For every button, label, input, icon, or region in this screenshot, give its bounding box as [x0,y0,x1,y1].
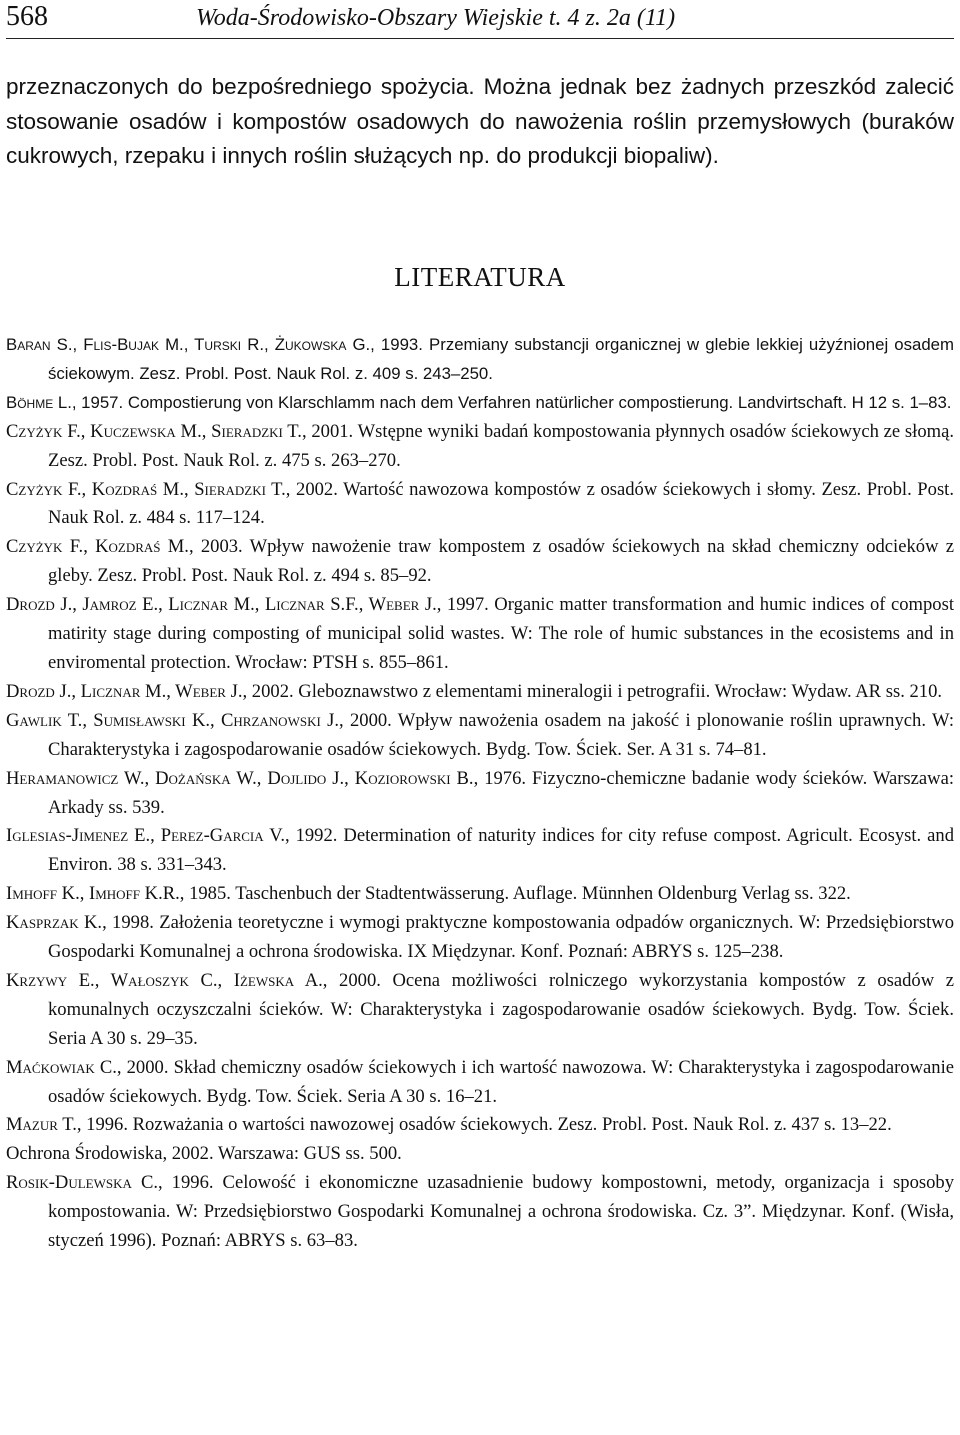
reference-text: , 1996. Rozważania o wartości nawozowej osadów ściekowych. Zesz. Probl. Post. Nauk Rol. z. 437 s. 13–22. [76,1114,892,1136]
running-header [6,0,954,39]
reference-text: , 1997. Organic matter transformation and humic indices of compost matirity stage during composting of municipal solid wastes. W: The role of humic substances in the ecosistems and in enviromental protection. Wrocław: PTSH s. 855–861. [48,594,954,673]
reference-authors: Maćkowiak C. [6,1056,117,1078]
reference-authors: Rosik-Dulewska C. [6,1172,158,1194]
reference-authors: Drozd J., Jamroz E., Licznar M., Licznar S.F., Weber J. [6,594,437,616]
reference-list [6,331,954,1256]
reference-authors: Baran S., Flis-Bujak M., Turski R., Żukowska G. [6,335,371,354]
reference-authors: Iglesias-Jimenez E., Perez-Garcia V. [6,825,285,847]
reference-authors: Czyżyk F., Kozdraś M. [6,536,189,558]
reference-authors: Gawlik T., Sumisławski K., Chrzanowski J. [6,709,339,731]
reference-text: , 2003. Wpływ nawożenie traw kompostem z osadów ściekowych na skład chemiczny odcieków z gleby. Zesz. Probl. Post. Nauk Rol. z. 494 s. 85–92. [48,536,954,587]
reference-text: , 1957. Compostierung von Klarschlamm nach dem Verfahren natürlicher compostierung. Landvirtschaft. H 12 s. 1–83. [71,392,952,412]
reference-text: , 1993. Przemiany substancji organicznej w glebie lekkiej użyźnionej osadem ściekowym. Zesz. Probl. Post. Nauk Rol. z. 409 s. 243–250. [48,335,954,383]
reference-text: , 1996. Celowość i ekonomiczne uzasadnienie budowy kompostowni, metody, organizacja i sposoby kompostowania. W: Przedsiębiorstwo Gospodarki Komunalnej a ochrona środowiska. Cz. 3”. Międzynar. Konf. (Wisła, styczeń 1996). Poznań: ABRYS s. 63–83. [48,1172,954,1252]
reference-authors: Czyżyk F., Kuczewska M., Sieradzki T. [6,420,302,442]
reference-authors: Imhoff K., Imhoff K.R. [6,883,180,905]
reference-entry [6,765,954,823]
reference-text: Ochrona Środowiska, 2002. Warszawa: GUS ss. 500. [6,1143,402,1165]
reference-entry [6,389,954,418]
page-number: 568 [6,1,48,32]
body-paragraph: przeznaczonych do bezpośredniego spożycia. Można jednak bez żadnych przeszkód zalecić stosowanie osadów i kompostów osadowych do nawożenia roślin przemysłowych (buraków cukrowych, rzepaku i innych roślin służących np. do produkcji biopaliw). [6,74,954,168]
reference-text: , 2000. Wpływ nawożenia osadem na jakość i plonowanie roślin uprawnych. W: Charakterystyka i zagospodarowanie osadów ściekowych. Bydg. Tow. Ściek. Ser. A 31 s. 74–81. [48,709,954,760]
journal-title: Woda-Środowisko-Obszary Wiejskie t. 4 z. 2a (11) [196,5,676,31]
reference-authors: Drozd J., Licznar M., Weber J. [6,680,243,702]
reference-text: , 2001. Wstępne wyniki badań kompostowania płynnych osadów ściekowych ze słomą. Zesz. Probl. Post. Nauk Rol. z. 475 s. 263–270. [48,420,954,471]
reference-entry [6,1111,954,1140]
reference-entry [6,707,954,765]
reference-entry [6,418,954,476]
reference-entry [6,476,954,534]
reference-authors: Kasprzak K. [6,912,103,934]
reference-entry [6,909,954,967]
reference-authors: Mazur T. [6,1114,77,1136]
reference-entry [6,967,954,1054]
reference-authors: Heramanowicz W., Dożańska W., Dojlido J., Koziorowski B. [6,767,474,789]
reference-entry [6,880,954,909]
reference-text: , 1985. Taschenbuch der Stadtentwässerung. Auflage. Münnhen Oldenburg Verlag ss. 322. [179,883,851,905]
reference-entry [6,678,954,707]
reference-text: , 2002. Wartość nawozowa kompostów z osadów ściekowych i słomy. Zesz. Probl. Post. Nauk Rol. z. 484 s. 117–124. [48,478,954,529]
reference-authors: Böhme L. [6,392,72,412]
section-heading: LITERATURA [394,262,566,292]
reference-entry [6,331,954,389]
reference-text: , 2002. Gleboznawstwo z elementami mineralogii i petrografii. Wrocław: Wydaw. AR ss. 210. [242,680,943,702]
reference-text: , 2000. Skład chemiczny osadów ściekowych i ich wartość nawozowa. W: Charakterystyka i zagospodarowanie osadów ściekowych. Bydg. Tow. Ściek. Seria A 30 s. 16–21. [48,1056,954,1107]
reference-authors: Krzywy E., Wałoszyk C., Iżewska A. [6,969,323,991]
reference-entry [6,533,954,591]
reference-text: , 1976. Fizyczno-chemiczne badanie wody ścieków. Warszawa: Arkady ss. 539. [48,767,954,818]
reference-text: , 1992. Determination of naturity indices for city refuse compost. Agricult. Ecosyst. and Environ. 38 s. 331–343. [48,825,954,876]
reference-text: , 1998. Założenia teoretyczne i wymogi praktyczne kompostowania odpadów organicznych. W: Przedsiębiorstwo Gospodarki Komunalnej a ochrona środowiska. IX Międzynar. Konf. Poznań: ABRYS s. 125–238. [48,912,955,963]
reference-text: , 2000. Ocena możliwości rolniczego wykorzystania kompostów z osadów z komunalnych oczyszczalni ścieków. W: Charakterystyka i zagospodarowanie osadów ściekowych. Bydg. Tow. Ściek. Seria A 30 s. 29–35. [48,969,954,1049]
reference-entry [6,1140,954,1169]
reference-entry [6,1054,954,1112]
reference-authors: Czyżyk F., Kozdraś M., Sieradzki T. [6,478,286,500]
reference-entry [6,591,954,678]
reference-entry [6,1169,954,1256]
reference-entry [6,822,954,880]
